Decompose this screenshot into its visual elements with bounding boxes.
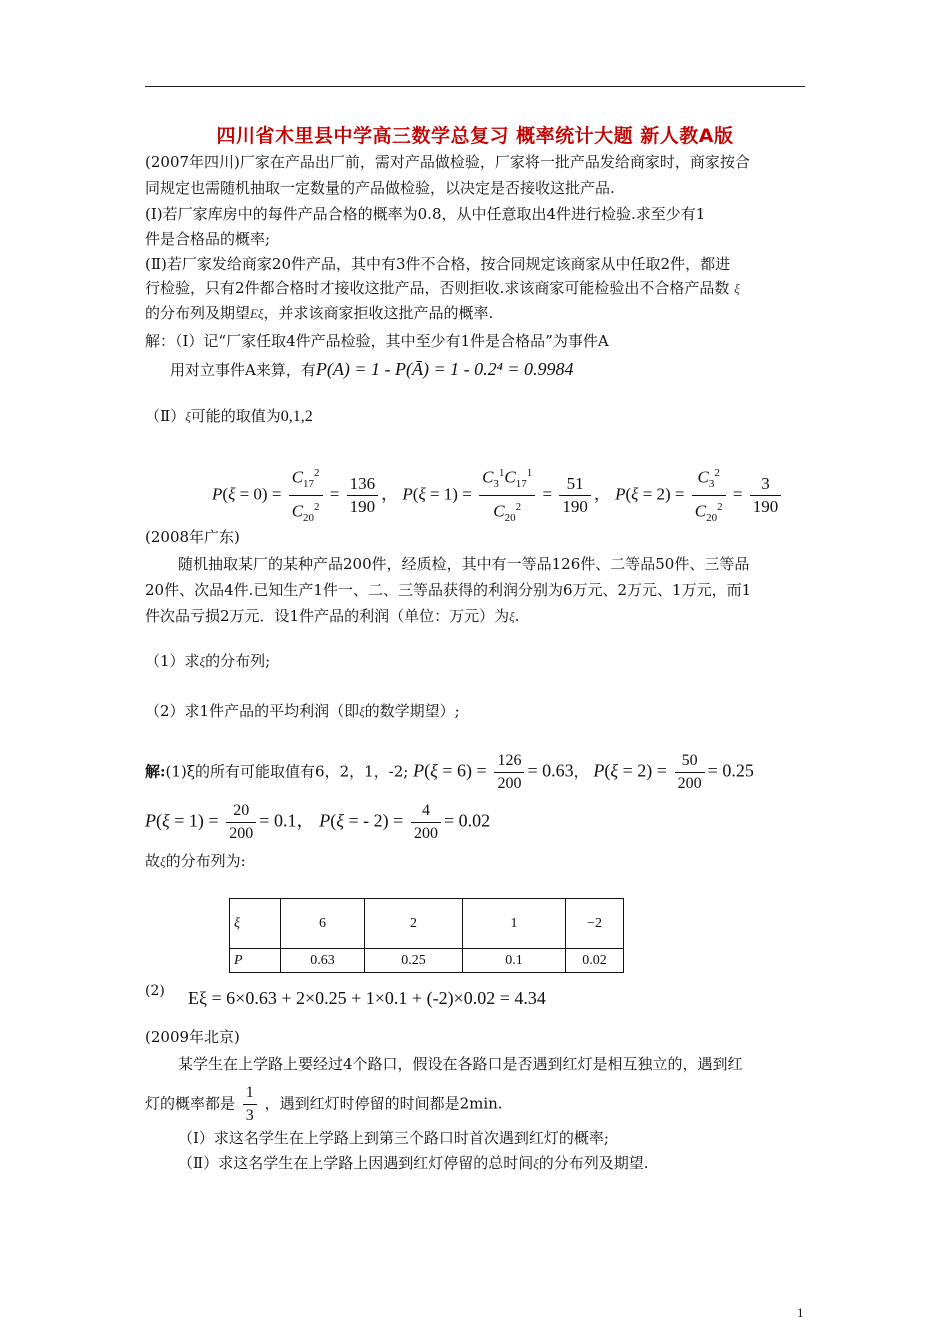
p1-intro-line2: 同规定也需随机抽取一定数量的产品做检验，以决定是否接收这批产品. xyxy=(145,179,615,197)
p1-intro-line1: (2007年四川)厂家在产品出厂前，需对产品做检验，厂家将一批产品发给商家时，商家按合 xyxy=(145,153,750,171)
p2-solution-line2: P(ξ = 1) = $\frac{20}{200}$ = 0.1， P(ξ = - 2) = $\frac{4}{200}$ = 0.02 xyxy=(145,802,491,842)
p3-line2: 灯的概率都是 $\frac{1}{3}$ ，遇到红灯时停留的时间都是2min. xyxy=(145,1084,503,1124)
p1-q2-line1: (Ⅱ)若厂家发给商家20件产品，其中有3件不合格，按合同规定该商家从中任取2件，都进 xyxy=(145,255,731,273)
p1-solution-line1: 解：（Ⅰ）记“厂家任取4件产品检验，其中至少有1件是合格品”为事件A xyxy=(145,332,609,350)
p3-question2: （Ⅱ）求这名学生在上学路上因遇到红灯停留的总时间ξ的分布列及期望. xyxy=(178,1154,649,1172)
p2-line1: 随机抽取某厂的某种产品200件，经质检，其中有一等品126件、二等品50件、三等品 xyxy=(178,555,750,573)
header-rule xyxy=(145,86,805,87)
table-row xyxy=(230,899,624,949)
p2-solution-part2-label: (2) xyxy=(145,983,165,999)
document-title: 四川省木里县中学高三数学总复习 概率统计大题 新人教A版 xyxy=(216,125,734,147)
p1-solution-line2: 用对立事件A来算，有P(A) = 1 - P(Ā) = 1 - 0.2⁴ = 0.9984 xyxy=(170,359,574,379)
p1-q2-line2: 行检验，只有2件都合格时才接收这批产品，否则拒收.求该商家可能检验出不合格产品数 ξ xyxy=(145,279,740,297)
p3-line1: 某学生在上学路上要经过4个路口，假设在各路口是否遇到红灯是相互独立的，遇到红 xyxy=(178,1055,743,1073)
table-cell: 6 xyxy=(281,899,365,949)
p2-question1: （1）求ξ的分布列; xyxy=(145,652,271,670)
expectation-formula: Eξ = 6×0.63 + 2×0.25 + 1×0.1 + (-2)×0.02 = 4.34 xyxy=(188,988,546,1008)
p1-q1-line1: (Ⅰ)若厂家库房中的每件产品合格的概率为0.8，从中任意取出4件进行检验.求至少有1 xyxy=(145,205,706,223)
table-cell: 0.63 xyxy=(281,949,365,973)
table-cell: ξ xyxy=(230,899,281,949)
distribution-table xyxy=(229,898,624,973)
table-cell: −2 xyxy=(566,899,624,949)
p1-q2-line3: 的分布列及期望Eξ，并求该商家拒收这批产品的概率. xyxy=(145,304,494,322)
p3-header: (2009年北京) xyxy=(145,1028,240,1046)
complement-formula: P(A) = 1 - P(Ā) = 1 - 0.2⁴ = 0.9984 xyxy=(315,359,574,379)
table-cell: 0.02 xyxy=(566,949,624,973)
table-cell: P xyxy=(230,949,281,973)
table-cell: 1 xyxy=(463,899,566,949)
p2-question2: （2）求1件产品的平均利润（即ξ的数学期望）; xyxy=(145,702,460,720)
p2-solution-line1: 解:(1)ξ的所有可能取值有6，2，1，-2; P(ξ = 6) = $\frac{126}{200}$ = 0.63， P(ξ = 2) = $\frac{50}{200}$ = 0.25 xyxy=(145,752,754,792)
p2-header: (2008年广东) xyxy=(145,528,240,546)
p2-line2: 20件、次品4件.已知生产1件一、二、三等品获得的利润分别为6万元、2万元、1万元，而1 xyxy=(145,581,752,599)
p3-question1: （Ⅰ）求这名学生在上学路上到第三个路口时首次遇到红灯的概率; xyxy=(178,1129,609,1147)
table-row xyxy=(230,949,624,973)
table-cell: 0.1 xyxy=(463,949,566,973)
page-number: 1 xyxy=(797,1305,804,1320)
table-cell: 2 xyxy=(365,899,463,949)
p1-q1-line2: 件是合格品的概率; xyxy=(145,230,271,248)
p1-probability-formulas: P(ξ = 0) = $\frac{C_{17}^2}{C_{20}^2}$ = $\frac{136}{190}$ ， P(ξ = 1) = $\frac{C_3^1C_{17}^1}{C_{20}^2}$ = $\frac{51}{190}$ ， P(ξ = 2) = $\frac{C_3^2}{C_{20}^2}$ = $\frac{3}{190}$ xyxy=(212,462,784,529)
p1-solution-line3: （Ⅱ）ξ可能的取值为0,1,2 xyxy=(145,407,313,425)
p2-line3: 件次品亏损2万元．设1件产品的利润（单位：万元）为ξ. xyxy=(145,607,520,625)
table-cell: 0.25 xyxy=(365,949,463,973)
p2-distribution-label: 故ξ的分布列为: xyxy=(145,852,246,870)
